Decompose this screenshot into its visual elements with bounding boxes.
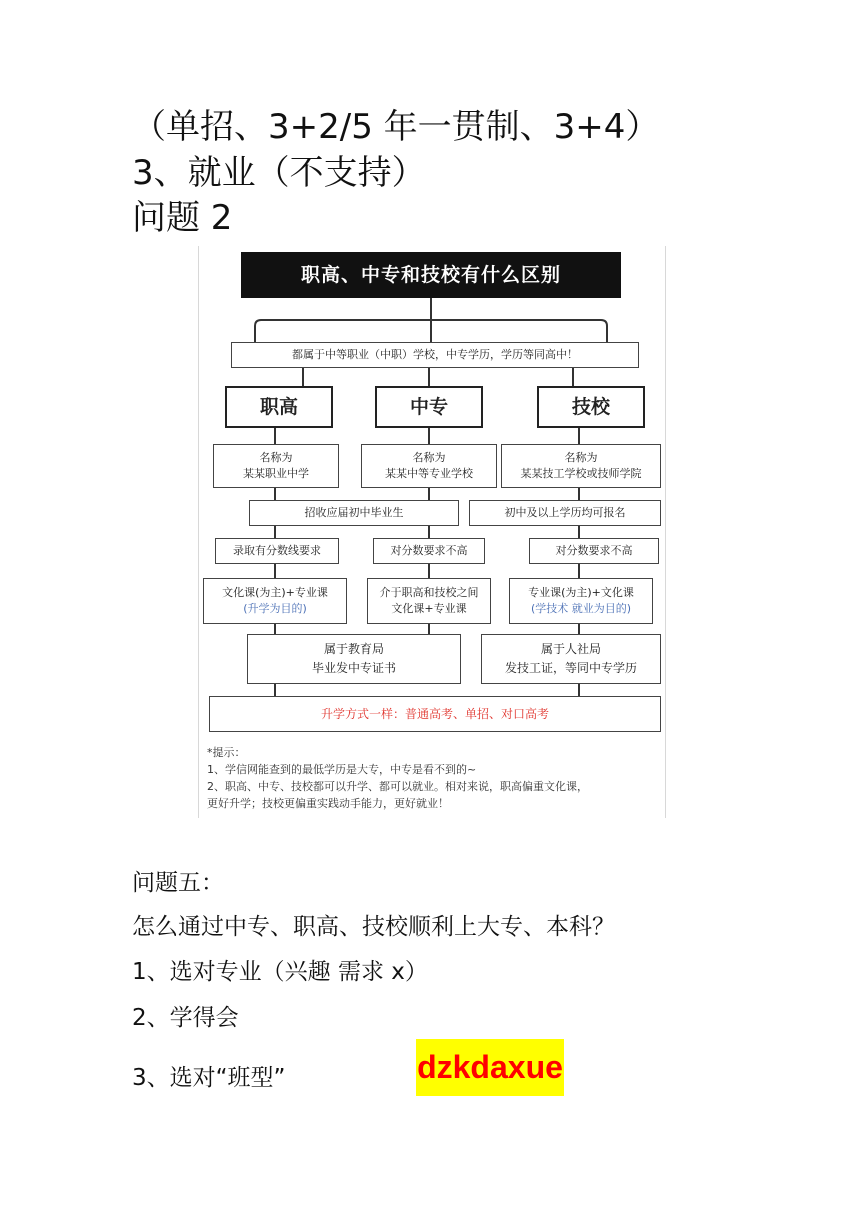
name-label: 名称为 bbox=[259, 451, 293, 464]
course-main: 文化课(为主)+专业课 bbox=[222, 586, 328, 599]
same-path-box: 升学方式一样：普通高考、单招、对口高考 bbox=[209, 696, 661, 732]
enroll-box-left: 招收应届初中毕业生 bbox=[249, 500, 459, 526]
education-bureau-box bbox=[247, 634, 461, 684]
course-box-technical-secondary bbox=[367, 578, 491, 624]
course-goal: 文化课+专业课 bbox=[391, 602, 467, 615]
list-item-3: 3、选对“班型” bbox=[132, 1065, 286, 1091]
course-main: 介于职高和技校之间 bbox=[379, 586, 479, 599]
bureau-line-1: 属于教育局 bbox=[323, 642, 384, 656]
question-text: 怎么通过中专、职高、技校顺利上大专、本科？ bbox=[132, 914, 615, 940]
bureau-line-2: 毕业发中专证书 bbox=[311, 661, 396, 675]
name-label: 名称为 bbox=[412, 451, 446, 464]
bureau-line-1: 属于人社局 bbox=[540, 642, 601, 656]
name-box-technical-secondary bbox=[361, 444, 497, 488]
course-goal: (学技术 就业为目的) bbox=[530, 602, 632, 615]
note-2b: 更好升学；技校更偏重实践动手能力，更好就业！ bbox=[207, 797, 449, 810]
name-box-technical-school bbox=[501, 444, 661, 488]
common-note-box: 都属于中等职业（中职）学校，中专学历，学历等同高中！ bbox=[231, 342, 639, 368]
name-value: 某某技工学校或技师学院 bbox=[520, 467, 642, 480]
course-main: 专业课(为主)+文化课 bbox=[528, 586, 634, 599]
score-box-technical-school: 对分数要求不高 bbox=[529, 538, 659, 564]
course-box-technical-school bbox=[509, 578, 653, 624]
course-box-vocational-high bbox=[203, 578, 347, 624]
course-goal: (升学为目的) bbox=[243, 602, 307, 615]
watermark-highlight: dzkdaxue bbox=[416, 1039, 564, 1096]
head-vocational-high: 职高 bbox=[225, 386, 333, 428]
hr-bureau-box bbox=[481, 634, 661, 684]
list-item-2: 2、学得会 bbox=[132, 1005, 239, 1031]
comparison-diagram bbox=[198, 246, 666, 818]
name-value: 某某职业中学 bbox=[243, 467, 309, 480]
diagram-notes bbox=[207, 744, 659, 812]
heading-line-1: （单招、3+2/5 年一贯制、3+4） bbox=[132, 107, 660, 147]
diagram-connectors bbox=[199, 246, 665, 818]
head-technical-secondary: 中专 bbox=[375, 386, 483, 428]
bureau-line-2: 发技工证，等同中专学历 bbox=[504, 661, 637, 675]
list-item-1: 1、选对专业（兴趣 需求 x） bbox=[132, 959, 428, 985]
note-1: 1、学信网能查到的最低学历是大专，中专是看不到的~ bbox=[207, 763, 477, 776]
heading-line-2: 3、就业（不支持） bbox=[132, 153, 426, 193]
heading-line-3: 问题 2 bbox=[132, 198, 233, 238]
note-2a: 2、职高、中专、技校都可以升学、都可以就业。相对来说，职高偏重文化课， bbox=[207, 780, 588, 793]
diagram-title: 职高、中专和技校有什么区别 bbox=[241, 252, 621, 298]
question-five-label: 问题五： bbox=[132, 870, 224, 896]
name-label: 名称为 bbox=[564, 451, 598, 464]
enroll-box-right: 初中及以上学历均可报名 bbox=[469, 500, 661, 526]
notes-heading: *提示： bbox=[207, 746, 246, 759]
score-box-technical-secondary: 对分数要求不高 bbox=[373, 538, 485, 564]
score-box-vocational-high: 录取有分数线要求 bbox=[215, 538, 339, 564]
name-value: 某某中等专业学校 bbox=[385, 467, 473, 480]
name-box-vocational-high bbox=[213, 444, 339, 488]
head-technical-school: 技校 bbox=[537, 386, 645, 428]
